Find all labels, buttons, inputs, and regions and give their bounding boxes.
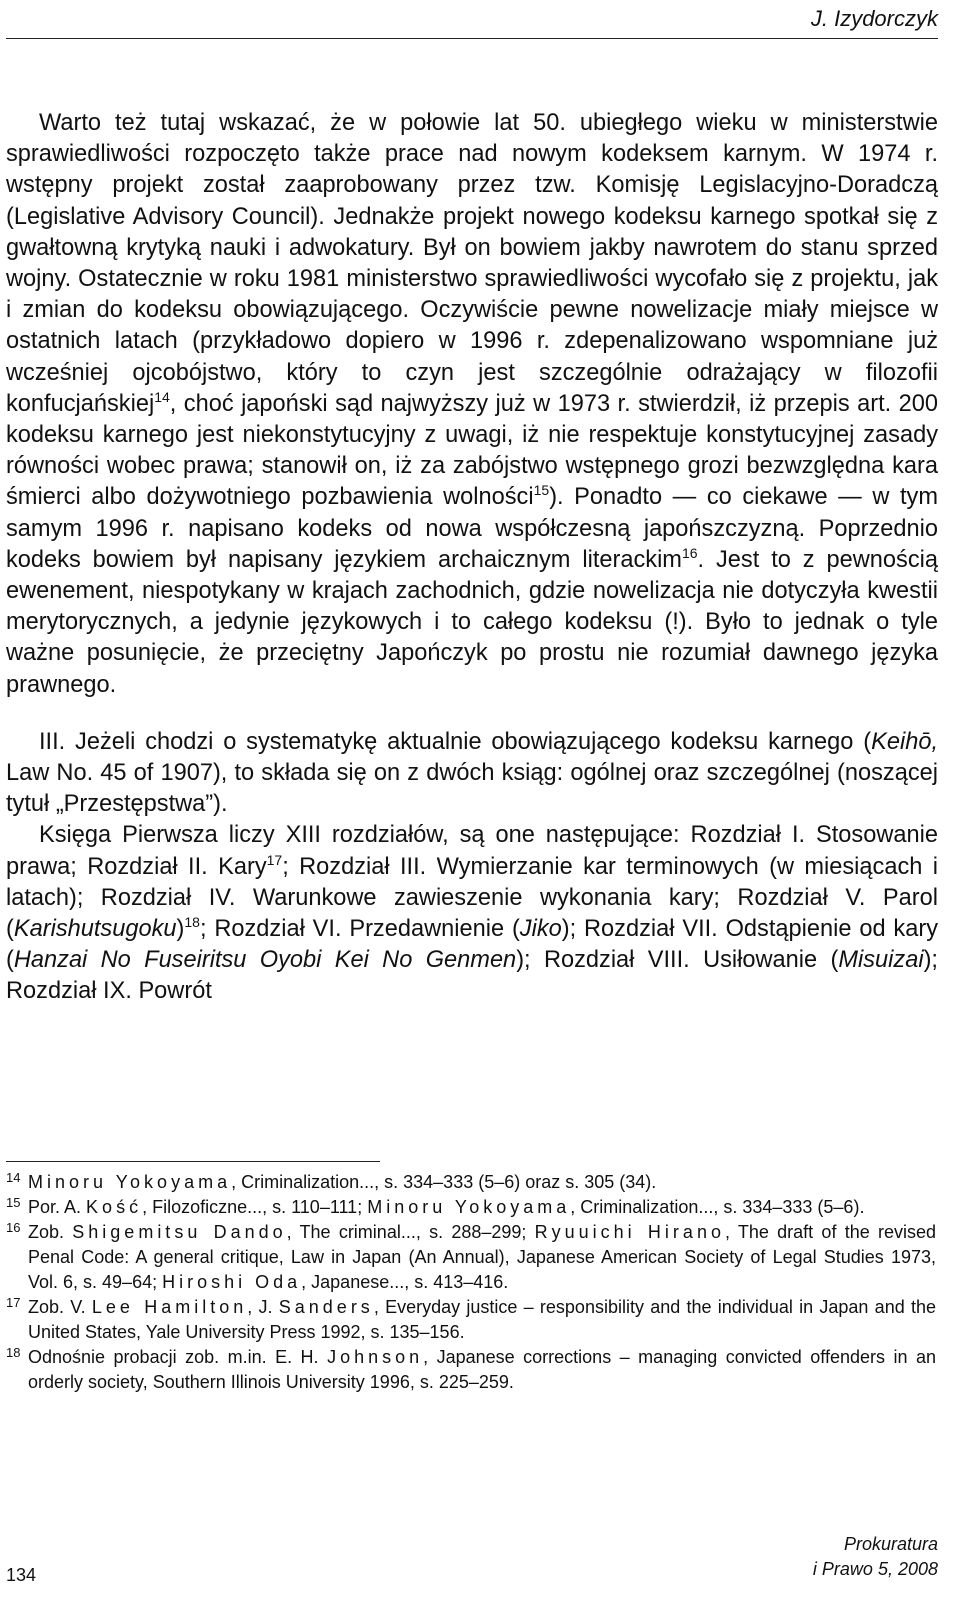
paragraph-3-text: ) bbox=[176, 916, 185, 943]
paragraph-3-text: ); Rozdział IX. Powrót bbox=[6, 947, 938, 1005]
footnote-number: 15 bbox=[6, 1195, 21, 1210]
footnote-number: 14 bbox=[6, 1170, 21, 1185]
footnote-ref-15[interactable]: 15 bbox=[533, 482, 550, 499]
footnote-18 bbox=[6, 1345, 936, 1395]
footnote-16 bbox=[6, 1220, 936, 1295]
footnote-ref-14[interactable]: 14 bbox=[154, 388, 170, 405]
paragraph-3-text: ; Rozdział VI. Przedawnienie ( bbox=[199, 916, 520, 943]
paragraph-3-text: ; Rozdział III. Wymierzanie kar terminowych (w miesiącach i latach); Rozdział IV. Warunkowe zawieszenie wykonania kary; Rozdział V. Parol ( bbox=[6, 853, 938, 943]
paragraph-2-text: III. Jeżeli chodzi o systematykę aktualnie obowiązującego kodeksu karnego ( bbox=[39, 728, 872, 755]
footnote-text: , Criminalization..., s. 334–333 (5–6) oraz s. 305 (34). bbox=[231, 1172, 657, 1192]
journal-title: Prokuratura bbox=[843, 1534, 938, 1554]
author-name: Johnson bbox=[327, 1347, 424, 1367]
footnote-text: Zob. V. bbox=[28, 1297, 92, 1317]
paragraph-1-text: Warto też tutaj wskazać, że w połowie lat 50. ubiegłego wieku w ministerstwie sprawiedliwości rozpoczęto także prace nad nowym kodeksem karnym. W 1974 r. wstępny projekt został zaaprobowany przez tzw. Komisję Legislacyjno-Doradczą (Legislative Advisory Council). Jednakże projekt nowego kodeksu karnego spotkał się z gwałtowną krytyką nauki i adwokatury. Był on bowiem jakby nawrotem do stanu sprzed wojny. Ostatecznie w roku 1981 ministerstwo sprawiedliwości wycofało się z projektu, jak i zmian do kodeksu obowiązującego. Oczywiście pewne nowelizacje miały miejsce w ostatnich latach (przykładowo dopiero w 1996 r. zdepenalizowano wspomniane już wcześniej ojcobójstwo, który to czyn jest szczególnie odrażający w filozofii konfucjańskiej bbox=[6, 110, 938, 417]
paragraph-3-text: Księga Pierwsza liczy XIII rozdziałów, są one następujące: Rozdział I. Stosowanie prawa; Rozdział II. Kary bbox=[6, 822, 938, 880]
author-name: Ryuuichi Hirano bbox=[534, 1222, 725, 1242]
footnote-text: Odnośnie probacji zob. m.in. E. H. bbox=[28, 1347, 328, 1367]
footnote-number: 18 bbox=[6, 1345, 21, 1360]
paragraph-3-text: ); Rozdział VII. Odstąpienie od kary ( bbox=[6, 916, 938, 974]
footnote-number: 17 bbox=[6, 1295, 21, 1310]
italic-term: Misuizai bbox=[838, 947, 924, 974]
footnote-text: , Japanese corrections – managing convicted offenders in an orderly society, Southern Illinois University 1996, s. 225–259. bbox=[28, 1347, 936, 1392]
footnote-15 bbox=[6, 1195, 936, 1220]
footnote-text: , Japanese..., s. 413–416. bbox=[301, 1272, 509, 1292]
paragraph-3-text: ); Rozdział VIII. Usiłowanie ( bbox=[516, 947, 839, 974]
italic-term: Keihō, bbox=[871, 728, 938, 755]
author-name: Minoru Yokoyama bbox=[28, 1172, 232, 1192]
author-name: Kość bbox=[86, 1197, 143, 1217]
footnote-text: Por. A. bbox=[28, 1197, 87, 1217]
journal-issue: i Prawo 5, 2008 bbox=[812, 1559, 938, 1579]
main-text bbox=[6, 108, 938, 1008]
italic-term: Jiko bbox=[519, 916, 562, 943]
author-name: Lee Hamilton bbox=[91, 1297, 248, 1317]
footnote-text: , Filozoficzne..., s. 110–111; bbox=[142, 1197, 368, 1217]
footnote-text: , J. bbox=[247, 1297, 279, 1317]
author-name: Shigemitsu Dando bbox=[72, 1222, 287, 1242]
italic-term: Karishutsugoku bbox=[13, 916, 177, 943]
footnote-17 bbox=[6, 1295, 936, 1345]
paragraph-1-text: , choć japoński sąd najwyższy już w 1973 r. stwierdził, iż przepis art. 200 kodeksu karnego jest niekonstytucyjny z uwagi, iż nie respektuje konstytucyjnej zasady równości wobec prawa; stanowił on, iż za zabójstwo wstępnego grozi bezwzględna kara śmierci albo dożywotniego pozbawienia wolności bbox=[6, 390, 938, 511]
page-number: 134 bbox=[6, 1565, 37, 1585]
footnotes bbox=[6, 1170, 936, 1395]
author-name: Hiroshi Oda bbox=[162, 1272, 302, 1292]
footnote-separator bbox=[6, 1161, 380, 1162]
author-name: Sanders bbox=[278, 1297, 374, 1317]
footnote-text: , The criminal..., s. 288–299; bbox=[286, 1222, 535, 1242]
paragraph-3 bbox=[6, 820, 938, 1007]
footnote-number: 16 bbox=[6, 1220, 21, 1235]
journal-footer bbox=[813, 1532, 938, 1582]
footnote-text: , Everyday justice – responsibility and the individual in Japan and the United States, Yale University Press 1992, s. 135–156. bbox=[28, 1297, 937, 1342]
footnote-ref-17[interactable]: 17 bbox=[266, 851, 283, 868]
paragraph-1-text: . Jest to z pewnością ewenement, niespotykany w krajach zachodnich, gdzie nowelizacja nie dotyczyła kwestii merytorycznych, a jedynie językowych i to całego kodeksu (!). Było to jednak o tyle ważne posunięcie, że przeciętny Japończyk po prostu nie rozumiał dawnego języka prawnego. bbox=[6, 546, 938, 698]
running-header-author: J. Izydorczyk bbox=[6, 0, 938, 39]
footnote-text: , The draft of the revised Penal Code: A general critique, Law in Japan (An Annual), Japanese American Society of Legal Studies 1973, Vol. 6, s. 49–64; bbox=[28, 1222, 936, 1292]
footnote-ref-18[interactable]: 18 bbox=[184, 914, 200, 931]
footnote-14 bbox=[6, 1170, 936, 1195]
footnote-ref-16[interactable]: 16 bbox=[681, 544, 698, 561]
author-name: Minoru Yokoyama bbox=[367, 1197, 571, 1217]
paragraph-1 bbox=[6, 108, 938, 701]
footnote-text: , Criminalization..., s. 334–333 (5–6). bbox=[570, 1197, 865, 1217]
paragraph-2 bbox=[6, 727, 938, 821]
paragraph-2-text: Law No. 45 of 1907), to składa się on z dwóch ksiąg: ogólnej oraz szczególnej (noszącej tytuł „Przestępstwa”). bbox=[6, 760, 938, 818]
italic-term: Hanzai No Fuseiritsu Oyobi Kei No Genmen bbox=[13, 947, 517, 974]
paragraph-1-text: ). Ponadto — co ciekawe — w tym samym 1996 r. napisano kodeks od nowa współczesną japońszczyzną. Poprzednio kodeks bowiem był napisany językiem archaicznym literackim bbox=[6, 484, 938, 573]
footnote-text: Zob. bbox=[28, 1222, 73, 1242]
